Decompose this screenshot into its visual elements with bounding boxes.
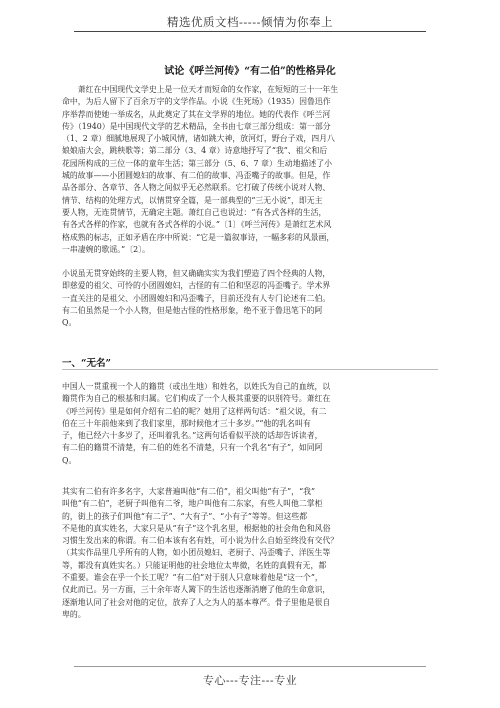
text-line: 序举荐而使她一举成名，从此奠定了其在文学界的地位。她的代表作《呼兰河: [62, 109, 331, 119]
text-line: 籍贯作为自己的根基和归属。它们构成了一个人极其重要的识别符号。萧红在: [62, 394, 331, 404]
text-line: 不重要。谁会在乎一个长工呢？“有二伯”对于别人只意味着他是“这一个”，: [62, 573, 323, 583]
footer-divider: [74, 666, 426, 667]
page-header: 精选优质文档-----倾情为你奉上: [167, 15, 333, 29]
text-line: 传》（1940）是中国现代文学的艺术精品，全书由七章三部分组成：第一部分: [62, 121, 331, 131]
text-line: 萧红在中国现代文学史上是一位天才而短命的女作家，在短短的三十一年生: [62, 85, 339, 94]
text-line: 其实有二伯有许多名字，大家普遍叫他“有二伯”，祖父叫他“有子”，“我”: [62, 487, 316, 496]
text-line: 伯在三十年前他来到了我们家里，那时候他才三十多岁。”“他的乳名叫有: [62, 418, 311, 428]
text-line: （其实作品里几乎所有的人物，如小团员媳妇、老厨子、冯歪嘴子、洋医生等: [62, 548, 331, 558]
text-line: 有二伯虽然是一个小人物，但是他古怪的性格形象，绝不亚于鲁迅笔下的阿: [62, 305, 323, 315]
text-line: 卑的。: [62, 609, 86, 619]
text-line: 一直关注的是祖父、小团圆媳妇和冯歪嘴子，目前还没有人专门论述有二伯。: [62, 293, 331, 303]
text-line: 即慈爱的祖父、可怜的小团圆媳妇，古怪的有二伯和坚忍的冯歪嘴子。学术界: [62, 281, 331, 291]
paragraph-name-origin: [62, 381, 442, 467]
text-line: 一串凄婉的歌谣。”〔2〕。: [62, 244, 150, 254]
text-line: 子，他已经六十多岁了，还叫着乳名。”这两句话看似平淡的话却告诉读者，: [62, 431, 323, 441]
text-line: （1、2 章）细腻地展现了小城风情，诸如跳大神，放河灯，野台子戏，四月八: [62, 134, 335, 144]
text-line: 命中，为后人留下了百余万字的文学作品。小说《生死场》（1935）因鲁迅作: [62, 97, 331, 107]
text-line: 要人物，无连贯情节，无确定主题。萧红自己也说过：“有各式各样的生活，: [62, 207, 327, 217]
text-line: 小说虽无贯穿始终的主要人物，但又确确实实为我们塑造了四个经典的人物，: [62, 269, 331, 278]
text-line: 格成熟的标志，正如矛盾在序中所说：“它是一篇叙事诗，一幅多彩的风景画，: [62, 232, 335, 242]
text-line: 城的故事——小团圆媳妇的故事、有二伯的故事、冯歪嘴子的故事。但是，作: [62, 171, 331, 181]
text-line: 《呼兰河传》里是如何介绍有二伯的呢？她用了这样两句话：“祖父说，有二: [62, 406, 327, 416]
text-line: 情节、结构的处理方式，以情贯穿全篇，是一部典型的“三无小说”，即无主: [62, 195, 323, 205]
document-title: 试论《呼兰河传》“有二伯”的性格异化: [164, 66, 336, 77]
text-line: 有二伯的籍贯不清楚，有二伯的姓名不清楚，只有一个乳名“有子”，如同阿: [62, 443, 323, 453]
text-line: 习惯生发出来的称谓。有二伯本该有名有姓，可小说为什么自始至终没有交代？: [62, 536, 339, 546]
text-line: 品各部分、各章节、各人物之间似乎无必然联系。它打破了传统小说对人物、: [62, 183, 331, 193]
section-divider: [62, 369, 438, 370]
paragraph-intro: [62, 84, 442, 256]
header-divider: [74, 31, 426, 32]
text-line: 等，都没有真姓实名。）只能证明他的社会地位太卑微，名姓的真假有无，都: [62, 560, 327, 570]
text-line: 不是他的真实姓名，大家只是从“有子”这个乳名里，根据他的社会角色和风俗: [62, 523, 331, 533]
text-line: 花园所构成的三位一体的童年生活；第三部分（5、6、7 章）生动地描述了小: [62, 158, 333, 168]
text-line: 中国人一贯重视一个人的籍贯（或出生地）和姓名，以姓氏为自己的血统，以: [62, 382, 331, 391]
text-line: 的，街上的孩子们叫他“有二子”、“大有子”、“小有子”等等。但这些都: [62, 511, 308, 521]
text-line: 逐渐地认同了社会对他的定位，放弃了人之为人的基本尊严。骨子里他是很自: [62, 597, 331, 607]
text-line: Q。: [62, 318, 77, 328]
text-line: Q。: [62, 455, 77, 465]
text-line: 有各式各样的作家，也就有各式各样的小说。”〔1〕《呼兰河传》是萧红艺术风: [62, 220, 332, 230]
page-footer: 专心---专注---专业: [202, 674, 298, 687]
text-line: 叫他“有二伯”，老厨子叫他有二爷，地户叫他有二东家，有些人叫他二掌柜: [62, 499, 323, 509]
paragraph-characters: [62, 268, 442, 329]
text-line: 仅此而已。另一方面，三十余年寄人篱下的生活也逐渐消磨了他的生命意识，: [62, 585, 331, 595]
text-line: 娘娘庙大会，跳秧歌等；第二部分（3、4 章）诗意地抒写了“我”、祖父和后: [62, 146, 328, 156]
paragraph-many-names: [62, 486, 442, 621]
section-heading: 一、“无名”: [62, 358, 111, 369]
